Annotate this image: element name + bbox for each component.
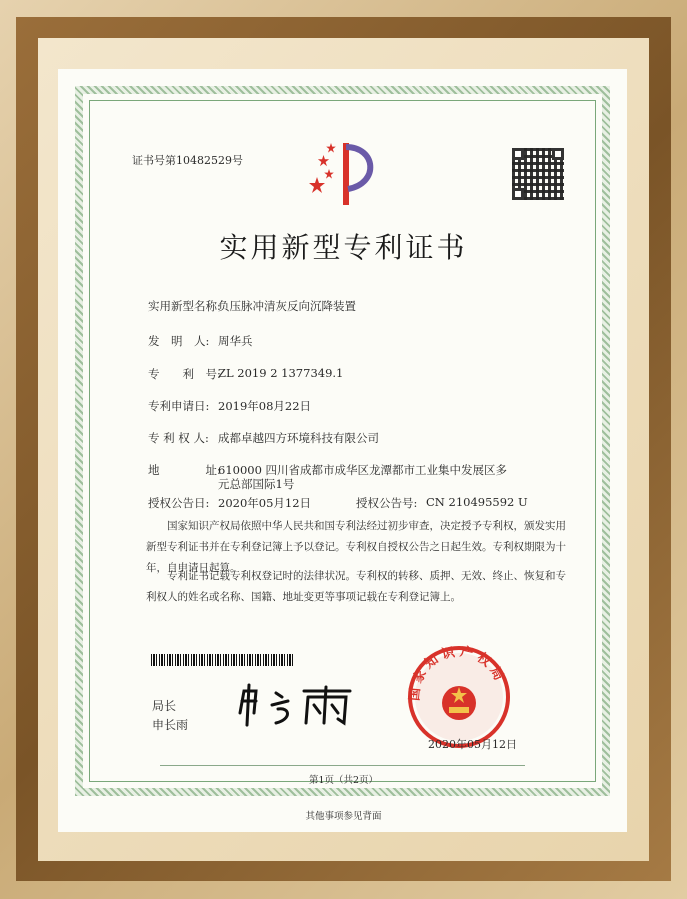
- field-value: 2019年08月22日: [218, 399, 312, 413]
- director-name: 申长雨: [152, 718, 189, 732]
- field-label: 专利申请日:: [148, 399, 210, 413]
- director-title: 局长: [152, 699, 177, 713]
- legal-paragraph-2: 专利证书记载专利权登记时的法律状况。专利权的转移、质押、无效、终止、恢复和专利权人的姓名或名称、国籍、地址变更等事项记载在专利登记簿上。: [146, 570, 566, 603]
- star-icon: [324, 169, 334, 179]
- address-line-2: 元总部国际1号: [218, 477, 295, 491]
- seal-text: 国家知识产权局: [407, 645, 508, 702]
- star-icon: [309, 177, 325, 193]
- page-info: 第1页（共2页）: [308, 775, 379, 786]
- star-icon: [318, 155, 329, 166]
- logo-curve: [346, 147, 370, 189]
- field-value: 成都卓越四方环境科技有限公司: [218, 431, 379, 445]
- qr-finder: [552, 148, 564, 160]
- grant-number-label: 授权公告号:: [356, 496, 418, 510]
- field-label: 专 利 号:: [148, 367, 221, 381]
- star-icon: [326, 143, 336, 153]
- barcode: [151, 654, 293, 666]
- seal-date: 2020年05月12日: [428, 738, 517, 751]
- qr-finder: [512, 188, 524, 200]
- field-value: 负压脉冲清灰反向沉降装置: [218, 299, 356, 313]
- field-label: 发 明 人:: [148, 334, 210, 348]
- qr-code: [512, 148, 564, 200]
- qr-finder: [512, 148, 524, 160]
- grant-date-label: 授权公告日:: [148, 496, 210, 510]
- field-label: 实用新型名称:: [148, 299, 221, 313]
- field-value: 周华兵: [218, 334, 253, 348]
- patent-office-logo: [306, 139, 382, 209]
- certificate-title: 实用新型专利证书: [219, 231, 468, 264]
- address-line-1: 610000 四川省成都市成华区龙潭都市工业集中发展区多: [218, 463, 508, 477]
- field-value: ZL 2019 2 1377349.1: [218, 366, 344, 380]
- grant-date: 2020年05月12日: [218, 496, 312, 510]
- certificate-number: 证书号第10482529号: [132, 154, 243, 167]
- grant-number: CN 210495592 U: [426, 495, 528, 509]
- bottom-rule: [160, 765, 525, 766]
- legal-paragraph-1: 国家知识产权局依照中华人民共和国专利法经过初步审查，决定授予专利权，颁发实用新型专利证书并在专利登记簿上予以登记。专利权自授权公告之日起生效。专利权期限为十年，自申请日起算。: [146, 520, 566, 574]
- footer-note: 其他事项参见背面: [305, 811, 382, 822]
- director-signature: [232, 683, 357, 728]
- address-label: 地 址:: [148, 463, 221, 477]
- field-label: 专 利 权 人:: [148, 431, 209, 445]
- official-seal: [404, 645, 514, 749]
